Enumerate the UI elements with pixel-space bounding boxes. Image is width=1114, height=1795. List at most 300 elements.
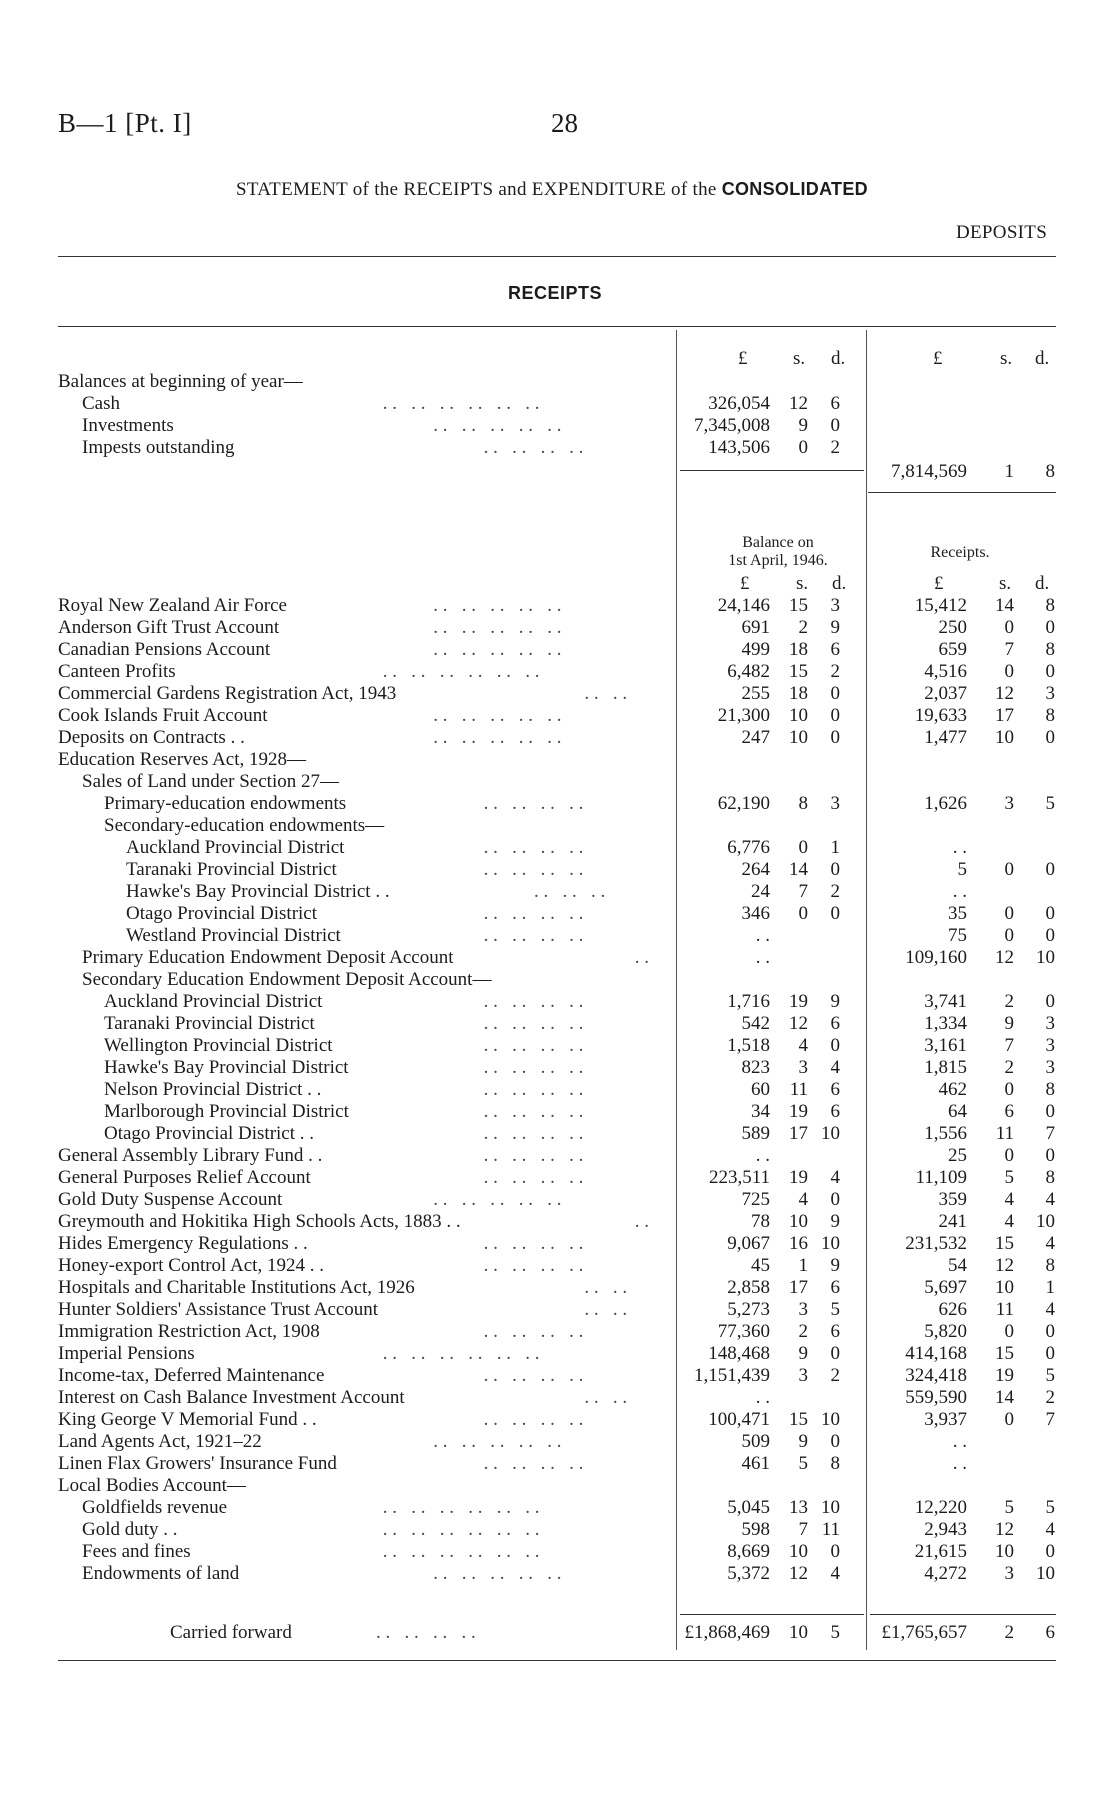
balance-pence: 3 — [830, 793, 840, 814]
table-row — [0, 815, 1114, 837]
balance-pounds: 223,511 — [708, 1167, 770, 1188]
balance-shillings: 7 — [798, 881, 808, 902]
receipts-pence: 10 — [1036, 1211, 1055, 1232]
receipts-shillings: 6 — [1004, 1101, 1014, 1122]
receipts-pence: 0 — [1045, 903, 1055, 924]
document-reference: B—1 [Pt. I] — [58, 108, 192, 138]
balances-row-shillings: 9 — [798, 415, 808, 436]
account-leader: . . . . . . . . — [483, 903, 584, 924]
account-label: Nelson Provincial District . . — [104, 1079, 322, 1100]
table-row — [0, 1035, 1114, 1057]
balance-pence: 2 — [830, 661, 840, 682]
balance-shillings: 3 — [798, 1365, 808, 1386]
receipts-pence: 0 — [1045, 991, 1055, 1012]
account-leader: . . . . . . . . — [483, 1409, 584, 1430]
receipts-pence: 0 — [1045, 1145, 1055, 1166]
balances-row-pence: 2 — [830, 437, 840, 458]
balance-pounds: 100,471 — [708, 1409, 770, 1430]
balance-pence: 0 — [830, 705, 840, 726]
balances-row-shillings: 12 — [789, 393, 808, 414]
receipts-pounds: 19,633 — [914, 705, 967, 726]
receipts-shillings: 19 — [995, 1365, 1014, 1386]
account-leader: . . . . . . . . — [483, 1233, 584, 1254]
account-label: Hawke's Bay Provincial District — [104, 1057, 349, 1078]
account-label: Anderson Gift Trust Account — [58, 617, 280, 638]
account-leader: . . . . . . . . . . — [433, 595, 562, 616]
balance-pence: 3 — [830, 595, 840, 616]
account-leader: . . . . . . . . . . . . — [382, 1497, 540, 1518]
balance-shillings: 14 — [789, 859, 808, 880]
balance-pence: 10 — [821, 1497, 840, 1518]
balances-row — [0, 437, 1114, 459]
account-label: Hides Emergency Regulations . . — [58, 1233, 308, 1254]
table-row — [0, 947, 1114, 969]
balance-pounds: 2,858 — [727, 1277, 770, 1298]
balance-pence: 0 — [830, 727, 840, 748]
account-label: Goldfields revenue — [82, 1497, 228, 1518]
balance-pounds: 589 — [741, 1123, 770, 1144]
account-leader: . . — [634, 947, 650, 968]
balance-pence: 0 — [830, 683, 840, 704]
balance-shillings: 8 — [798, 793, 808, 814]
receipts-pounds: 1,626 — [924, 793, 967, 814]
account-leader: . . . . . . . . — [483, 1101, 584, 1122]
receipts-pounds: 2,037 — [924, 683, 967, 704]
table-row — [0, 639, 1114, 661]
table-row — [0, 1365, 1114, 1387]
balances-row-leader: . . . . . . . . . . — [433, 415, 562, 436]
account-leader: . . . . . . . . . . — [433, 1431, 562, 1452]
balance-pence: 2 — [830, 881, 840, 902]
receipts-pence: 3 — [1045, 1057, 1055, 1078]
account-label: Hawke's Bay Provincial District . . — [126, 881, 390, 902]
balance-shillings: 13 — [789, 1497, 808, 1518]
account-leader: . . . . — [584, 683, 628, 704]
balance-pounds: 9,067 — [727, 1233, 770, 1254]
balances-row — [0, 393, 1114, 415]
table-row — [0, 1541, 1114, 1563]
account-label: Gold duty . . — [82, 1519, 178, 1540]
balance-pounds: 24 — [751, 881, 770, 902]
table-row — [0, 1079, 1114, 1101]
receipts-pounds: 5,820 — [924, 1321, 967, 1342]
receipts-pounds: 75 — [948, 925, 967, 946]
receipts-pence: 0 — [1045, 859, 1055, 880]
receipts-pounds: 2,943 — [924, 1519, 967, 1540]
receipts-shillings: 2 — [1004, 991, 1014, 1012]
balances-total-rule — [868, 492, 1056, 493]
balance-pounds: 247 — [741, 727, 770, 748]
receipts-pounds: 659 — [938, 639, 967, 660]
receipts-shillings: 9 — [1004, 1013, 1014, 1034]
balance-pence: 6 — [830, 1101, 840, 1122]
receipts-pence: 8 — [1045, 595, 1055, 616]
table-row — [0, 837, 1114, 859]
table-row — [0, 925, 1114, 947]
balance-pence: 0 — [830, 859, 840, 880]
table-row — [0, 1123, 1114, 1145]
account-label: Commercial Gardens Registration Act, 1943 — [58, 683, 397, 704]
unit-pence-3: d. — [832, 573, 847, 594]
account-label: Canteen Profits — [58, 661, 176, 682]
balance-shillings: 9 — [798, 1343, 808, 1364]
receipts-pence: 10 — [1036, 947, 1055, 968]
receipts-pounds: . . — [952, 881, 967, 902]
balances-row-pence: 0 — [830, 415, 840, 436]
balance-column-heading-line1: Balance on — [742, 534, 814, 551]
balance-shillings: 4 — [798, 1035, 808, 1056]
receipts-pence: 4 — [1045, 1233, 1055, 1254]
account-label: Auckland Provincial District — [104, 991, 323, 1012]
receipts-shillings: 0 — [1004, 661, 1014, 682]
balance-shillings: 3 — [798, 1299, 808, 1320]
receipts-pounds: . . — [952, 837, 967, 858]
balances-title: Balances at beginning of year— — [58, 371, 303, 392]
receipts-pence: 3 — [1045, 683, 1055, 704]
carried-forward-receipts-pounds: £1,765,657 — [881, 1622, 967, 1643]
carried-forward-rule-left — [680, 1614, 864, 1615]
table-row — [0, 1101, 1114, 1123]
receipts-shillings: 11 — [995, 1123, 1014, 1144]
balance-pounds: 5,045 — [727, 1497, 770, 1518]
balance-pounds: 499 — [741, 639, 770, 660]
receipts-pence: 7 — [1045, 1409, 1055, 1430]
balance-shillings: 4 — [798, 1189, 808, 1210]
balance-shillings: 0 — [798, 837, 808, 858]
account-label: Canadian Pensions Account — [58, 639, 271, 660]
balance-shillings: 18 — [789, 683, 808, 704]
carried-forward-leader: . . . . . . . . — [376, 1622, 476, 1643]
account-label: Honey-export Control Act, 1924 . . — [58, 1255, 324, 1276]
unit-pound-2: £ — [933, 348, 943, 369]
account-label: General Purposes Relief Account — [58, 1167, 311, 1188]
receipts-shillings: 5 — [1004, 1497, 1014, 1518]
account-label: General Assembly Library Fund . . — [58, 1145, 323, 1166]
balance-pounds: 5,273 — [727, 1299, 770, 1320]
receipts-shillings: 0 — [1004, 925, 1014, 946]
table-row — [0, 859, 1114, 881]
receipts-pounds: 35 — [948, 903, 967, 924]
account-label: Immigration Restriction Act, 1908 — [58, 1321, 320, 1342]
account-leader: . . . . . . . . . . — [433, 639, 562, 660]
account-label: Fees and fines — [82, 1541, 191, 1562]
balance-pounds: 6,482 — [727, 661, 770, 682]
table-row — [0, 705, 1114, 727]
receipts-shillings: 3 — [1004, 1563, 1014, 1584]
receipts-pounds: 462 — [938, 1079, 967, 1100]
balance-pounds: 255 — [741, 683, 770, 704]
account-leader: . . . . . . . . — [483, 1013, 584, 1034]
account-label: Secondary Education Endowment Deposit Account— — [82, 969, 492, 990]
balance-pounds: 5,372 — [727, 1563, 770, 1584]
unit-pound-4: £ — [934, 573, 944, 594]
balance-pence: 0 — [830, 1035, 840, 1056]
table-row — [0, 1475, 1114, 1497]
receipts-shillings: 7 — [1004, 639, 1014, 660]
receipts-pounds: 3,161 — [924, 1035, 967, 1056]
receipts-pounds: 5 — [957, 859, 967, 880]
balances-row-leader: . . . . . . . . . . . . — [382, 393, 540, 414]
balance-pounds: 461 — [741, 1453, 770, 1474]
table-row — [0, 771, 1114, 793]
account-label: Marlborough Provincial District — [104, 1101, 349, 1122]
balance-pounds: . . — [755, 925, 770, 946]
account-label: Hospitals and Charitable Institutions Act, 1926 — [58, 1277, 415, 1298]
balance-pounds: 78 — [751, 1211, 770, 1232]
receipts-pence: 5 — [1045, 793, 1055, 814]
balances-total-shillings: 1 — [1004, 461, 1014, 482]
carried-forward-rule-right — [870, 1614, 1056, 1615]
balances-row-leader: . . . . . . . . — [483, 437, 584, 458]
balance-pence: 9 — [830, 1255, 840, 1276]
table-row — [0, 881, 1114, 903]
unit-shilling-2: s. — [1000, 348, 1013, 369]
receipts-pounds: . . — [952, 1453, 967, 1474]
receipts-pounds: 414,168 — [905, 1343, 967, 1364]
receipts-shillings: 0 — [1004, 1145, 1014, 1166]
balance-pounds: 1,151,439 — [694, 1365, 770, 1386]
balance-shillings: 7 — [798, 1519, 808, 1540]
receipts-pence: 0 — [1045, 1101, 1055, 1122]
statement-title-prefix: STATEMENT of the RECEIPTS and EXPENDITURE of the — [236, 179, 717, 200]
balance-shillings: 16 — [789, 1233, 808, 1254]
account-leader: . . . . . . . . — [483, 1321, 584, 1342]
balance-pounds: 264 — [741, 859, 770, 880]
account-label: Cook Islands Fruit Account — [58, 705, 268, 726]
table-row — [0, 1013, 1114, 1035]
footer-rule — [58, 1660, 1056, 1661]
receipts-pounds: 21,615 — [914, 1541, 967, 1562]
receipts-shillings: 12 — [995, 947, 1014, 968]
account-leader: . . . . . . . . . . — [433, 1563, 562, 1584]
account-leader: . . . . . . . . . . — [433, 1189, 562, 1210]
receipts-pence: 0 — [1045, 925, 1055, 946]
table-row — [0, 727, 1114, 749]
balance-column-heading — [708, 534, 848, 570]
receipts-pounds: 250 — [938, 617, 967, 638]
receipts-pounds: . . — [952, 1431, 967, 1452]
balance-shillings: 1 — [798, 1255, 808, 1276]
balance-shillings: 17 — [789, 1277, 808, 1298]
table-row — [0, 1057, 1114, 1079]
receipts-pounds: 559,590 — [905, 1387, 967, 1408]
table-row — [0, 1299, 1114, 1321]
receipts-pounds: 241 — [938, 1211, 967, 1232]
account-label: Secondary-education endowments— — [104, 815, 385, 836]
balance-shillings: 11 — [789, 1079, 808, 1100]
balance-pence: 6 — [830, 1321, 840, 1342]
account-leader: . . . . . . . . . . . . — [382, 1343, 540, 1364]
balance-pence: 10 — [821, 1409, 840, 1430]
account-leader: . . . . . . . . — [483, 991, 584, 1012]
table-row — [0, 1387, 1114, 1409]
balance-pounds: 1,716 — [727, 991, 770, 1012]
receipts-pence: 10 — [1036, 1563, 1055, 1584]
balances-row — [0, 415, 1114, 437]
unit-pound-1: £ — [738, 348, 748, 369]
receipts-pounds: 15,412 — [914, 595, 967, 616]
account-leader: . . . . — [584, 1299, 628, 1320]
balance-shillings: 15 — [789, 1409, 808, 1430]
balance-pounds: 6,776 — [727, 837, 770, 858]
table-row — [0, 1255, 1114, 1277]
balance-pounds: 24,146 — [717, 595, 770, 616]
receipts-shillings: 4 — [1004, 1211, 1014, 1232]
receipts-pounds: 359 — [938, 1189, 967, 1210]
table-row — [0, 1167, 1114, 1189]
receipts-shillings: 14 — [995, 1387, 1014, 1408]
receipts-pounds: 626 — [938, 1299, 967, 1320]
receipts-shillings: 14 — [995, 595, 1014, 616]
receipts-pounds: 1,815 — [924, 1057, 967, 1078]
table-row — [0, 683, 1114, 705]
carried-forward-receipts-shillings: 2 — [1004, 1622, 1014, 1643]
receipts-pence: 3 — [1045, 1035, 1055, 1056]
balance-pounds: 77,360 — [717, 1321, 770, 1342]
table-row — [0, 617, 1114, 639]
receipts-pounds: 324,418 — [905, 1365, 967, 1386]
account-label: Sales of Land under Section 27— — [82, 771, 339, 792]
account-leader: . . . . . . . . . . . . — [382, 1519, 540, 1540]
receipts-shillings: 12 — [995, 1519, 1014, 1540]
account-leader: . . . . . . . . — [483, 1453, 584, 1474]
receipts-pence: 4 — [1045, 1299, 1055, 1320]
receipts-shillings: 17 — [995, 705, 1014, 726]
receipts-pence: 0 — [1045, 1343, 1055, 1364]
receipts-pence: 3 — [1045, 1013, 1055, 1034]
balance-shillings: 10 — [789, 1541, 808, 1562]
receipts-pounds: 11,109 — [915, 1167, 967, 1188]
carried-forward-balance-pence: 5 — [830, 1622, 840, 1643]
table-row — [0, 991, 1114, 1013]
balance-pounds: 45 — [751, 1255, 770, 1276]
account-leader: . . . . . . . . — [483, 1079, 584, 1100]
account-leader: . . . . . . . . — [483, 1035, 584, 1056]
receipts-pounds: 25 — [948, 1145, 967, 1166]
balance-shillings: 2 — [798, 1321, 808, 1342]
balance-shillings: 12 — [789, 1013, 808, 1034]
balance-shillings: 3 — [798, 1057, 808, 1078]
balance-pence: 1 — [830, 837, 840, 858]
balance-pounds: . . — [755, 1387, 770, 1408]
statement-title-bold: CONSOLIDATED — [721, 179, 868, 199]
balances-row-pence: 6 — [830, 393, 840, 414]
receipts-pounds: 3,741 — [924, 991, 967, 1012]
receipts-shillings: 12 — [995, 683, 1014, 704]
account-leader: . . . . . . . . — [483, 1145, 584, 1166]
balances-row-label: Impests outstanding — [82, 437, 235, 458]
balance-column-heading-line2: 1st April, 1946. — [728, 552, 828, 569]
account-leader: . . . . — [584, 1387, 628, 1408]
balance-pounds: 148,468 — [708, 1343, 770, 1364]
receipts-pence: 2 — [1045, 1387, 1055, 1408]
account-leader: . . . . . . — [534, 881, 606, 902]
receipts-pence: 8 — [1045, 705, 1055, 726]
receipts-pence: 8 — [1045, 639, 1055, 660]
header-rule — [58, 256, 1056, 257]
balance-shillings: 18 — [789, 639, 808, 660]
balance-shillings: 15 — [789, 595, 808, 616]
account-leader: . . . . . . . . . . — [433, 705, 562, 726]
receipts-shillings: 2 — [1004, 1057, 1014, 1078]
balances-row-shillings: 0 — [798, 437, 808, 458]
balance-pounds: 725 — [741, 1189, 770, 1210]
account-label: Taranaki Provincial District — [104, 1013, 315, 1034]
table-row — [0, 661, 1114, 683]
receipts-shillings: 10 — [995, 1277, 1014, 1298]
receipts-pence: 0 — [1045, 661, 1055, 682]
receipts-shillings: 12 — [995, 1255, 1014, 1276]
account-leader: . . . . . . . . — [483, 1057, 584, 1078]
balance-pence: 6 — [830, 1079, 840, 1100]
balances-row-pounds: 326,054 — [708, 393, 770, 414]
receipts-shillings: 0 — [1004, 1079, 1014, 1100]
table-row — [0, 969, 1114, 991]
receipts-pence: 5 — [1045, 1497, 1055, 1518]
account-leader: . . . . . . . . — [483, 1167, 584, 1188]
balance-pence: 4 — [830, 1563, 840, 1584]
receipts-shillings: 0 — [1004, 903, 1014, 924]
account-leader: . . . . . . . . — [483, 1123, 584, 1144]
balance-pence: 0 — [830, 1189, 840, 1210]
balances-row-pounds: 7,345,008 — [694, 415, 770, 436]
balance-pounds: 691 — [741, 617, 770, 638]
balance-pence: 11 — [821, 1519, 840, 1540]
receipts-pounds: 231,532 — [905, 1233, 967, 1254]
account-label: King George V Memorial Fund . . — [58, 1409, 317, 1430]
balances-row-label: Investments — [82, 415, 174, 436]
table-row — [0, 793, 1114, 815]
balance-shillings: 2 — [798, 617, 808, 638]
balance-shillings: 17 — [789, 1123, 808, 1144]
balances-total-pence: 8 — [1045, 461, 1055, 482]
receipts-shillings: 15 — [995, 1233, 1014, 1254]
balances-row-pounds: 143,506 — [708, 437, 770, 458]
unit-pence-2: d. — [1035, 348, 1050, 369]
account-leader: . . — [634, 1211, 650, 1232]
table-row — [0, 1343, 1114, 1365]
receipts-shillings: 0 — [1004, 859, 1014, 880]
account-label: Education Reserves Act, 1928— — [58, 749, 307, 770]
receipts-shillings: 4 — [1004, 1189, 1014, 1210]
page-number: 28 — [551, 108, 578, 138]
balance-shillings: 10 — [789, 1211, 808, 1232]
table-row — [0, 1431, 1114, 1453]
account-leader: . . . . . . . . — [483, 1255, 584, 1276]
account-label: Endowments of land — [82, 1563, 240, 1584]
account-leader: . . . . . . . . . . . . — [382, 1541, 540, 1562]
balance-pence: 0 — [830, 903, 840, 924]
account-label: Royal New Zealand Air Force — [58, 595, 287, 616]
receipts-pence: 0 — [1045, 1541, 1055, 1562]
receipts-pounds: 1,556 — [924, 1123, 967, 1144]
table-row — [0, 1497, 1114, 1519]
table-row — [0, 1563, 1114, 1585]
carried-forward-balance-pounds: £1,868,469 — [684, 1622, 770, 1643]
table-row — [0, 1409, 1114, 1431]
unit-shilling-3: s. — [796, 573, 809, 594]
balance-pence: 9 — [830, 991, 840, 1012]
account-label: Auckland Provincial District — [126, 837, 345, 858]
balance-pounds: . . — [755, 947, 770, 968]
receipts-shillings: 0 — [1004, 1321, 1014, 1342]
account-leader: . . . . . . . . — [483, 1365, 584, 1386]
account-label: Wellington Provincial District — [104, 1035, 333, 1056]
balance-pence: 5 — [830, 1299, 840, 1320]
account-leader: . . . . . . . . . . — [433, 617, 562, 638]
account-leader: . . . . . . . . . . — [433, 727, 562, 748]
account-label: Otago Provincial District . . — [104, 1123, 315, 1144]
